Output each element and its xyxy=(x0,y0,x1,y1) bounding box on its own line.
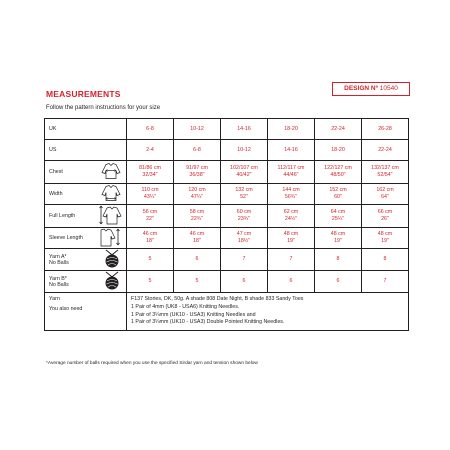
imperial-value: 60" xyxy=(334,194,342,200)
size-value: 18-20 xyxy=(284,125,298,132)
imperial-value: 25¼" xyxy=(331,216,345,222)
imperial-value: 44/46" xyxy=(283,172,299,178)
size-value: 5 xyxy=(148,278,152,285)
imperial-value: 43¼" xyxy=(143,194,157,200)
size-value: 2-4 xyxy=(146,146,154,153)
size-value-cell xyxy=(221,205,268,228)
metric-value: 112/117 cm xyxy=(277,165,305,172)
row-label: Yarn A* xyxy=(49,253,67,260)
size-value-cell xyxy=(174,271,221,293)
imperial-value: 47¼" xyxy=(190,194,204,200)
subtitle: Follow the pattern instructions for your size xyxy=(46,105,161,111)
row-label-cell xyxy=(45,249,127,271)
size-value-cell xyxy=(315,249,362,271)
table-row xyxy=(45,161,409,184)
metric-value: 48 cm xyxy=(330,231,346,238)
imperial-value: 64" xyxy=(381,194,389,200)
size-value: 6-8 xyxy=(146,125,154,132)
size-value-cell xyxy=(362,184,409,205)
table-row xyxy=(45,228,409,249)
metric-value: 62 cm xyxy=(283,209,299,216)
width-measure-icon xyxy=(100,185,122,204)
size-value-cell xyxy=(221,140,268,161)
size-value-cell xyxy=(362,205,409,228)
size-value-cell xyxy=(315,271,362,293)
table-row xyxy=(45,249,409,271)
table-row xyxy=(45,140,409,161)
row-label-cell xyxy=(45,140,127,161)
metric-value: 56 cm xyxy=(142,209,158,216)
size-value-cell xyxy=(362,249,409,271)
size-value: 6-8 xyxy=(193,146,201,153)
size-value: 14-16 xyxy=(284,146,298,153)
you-also-need-label: You also need xyxy=(49,305,83,312)
size-value-cell xyxy=(362,271,409,293)
metric-value: 60 cm xyxy=(236,209,252,216)
yarn-ball-a-icon xyxy=(102,249,122,271)
size-value-cell xyxy=(221,161,268,184)
table-row xyxy=(45,271,409,293)
size-value-cell xyxy=(174,249,221,271)
size-value: 8 xyxy=(336,256,340,263)
metric-value: 144 cm xyxy=(282,187,300,194)
size-value-cell xyxy=(362,140,409,161)
size-value-cell xyxy=(127,271,174,293)
imperial-value: 18½" xyxy=(237,238,251,244)
imperial-value: 48/50" xyxy=(330,172,346,178)
metric-value: 91/97 cm xyxy=(186,165,208,172)
footnote: *Average number of balls required when you use the specified Sirdar yarn and tension shown below xyxy=(46,361,258,366)
size-value-cell xyxy=(127,228,174,249)
row-label: Sleeve Length xyxy=(49,235,83,241)
size-value-cell xyxy=(127,205,174,228)
metric-value: 102/107 cm xyxy=(230,165,258,172)
metric-value: 132/137 cm xyxy=(371,165,399,172)
row-label: US xyxy=(49,147,57,153)
metric-value: 47 cm xyxy=(236,231,252,238)
metric-value: 66 cm xyxy=(377,209,393,216)
imperial-value: 26" xyxy=(381,216,389,222)
metric-value: 46 cm xyxy=(142,231,158,238)
yarn-label-cell xyxy=(45,293,127,331)
size-value-cell xyxy=(221,249,268,271)
imperial-value: 24½" xyxy=(284,216,298,222)
imperial-value: 18" xyxy=(193,238,201,244)
row-label: UK xyxy=(49,126,57,132)
imperial-value: 19" xyxy=(381,238,389,244)
size-value: 22-24 xyxy=(331,125,345,132)
size-value: 26-28 xyxy=(378,125,392,132)
design-number-box xyxy=(332,82,410,96)
size-value: 18-20 xyxy=(331,146,345,153)
size-value-cell xyxy=(315,119,362,140)
row-label: Yarn B* xyxy=(49,275,67,282)
imperial-value: 36/38" xyxy=(189,172,205,178)
size-value: 10-12 xyxy=(237,146,251,153)
size-value-cell xyxy=(268,205,315,228)
size-value-cell xyxy=(315,161,362,184)
size-value: 6 xyxy=(242,278,246,285)
size-value-cell xyxy=(174,184,221,205)
yarn-detail-line: F137 Stories, DK, 50g. A shade 808 Date Night, B shade 833 Sandy Toes xyxy=(131,296,304,303)
size-value-cell xyxy=(268,184,315,205)
size-value: 5 xyxy=(195,278,199,285)
metric-value: 162 cm xyxy=(376,187,394,194)
size-value-cell xyxy=(174,119,221,140)
imperial-value: 52/54" xyxy=(377,172,393,178)
row-label-cell xyxy=(45,205,127,228)
metric-value: 122/127 cm xyxy=(324,165,352,172)
size-value: 6 xyxy=(195,256,199,263)
size-value-cell xyxy=(362,228,409,249)
size-value: 22-24 xyxy=(378,146,392,153)
yarn-ball-b-icon xyxy=(102,271,122,293)
size-value-cell xyxy=(221,228,268,249)
row-label-cell xyxy=(45,184,127,205)
imperial-value: 19" xyxy=(287,238,295,244)
size-value-cell xyxy=(127,140,174,161)
size-value: 7 xyxy=(289,256,293,263)
metric-value: 110 cm xyxy=(141,187,159,194)
imperial-value: 32/34" xyxy=(142,172,158,178)
imperial-value: 22" xyxy=(146,216,154,222)
length-measure-icon xyxy=(98,205,122,227)
table-row xyxy=(45,119,409,140)
size-value-cell xyxy=(174,161,221,184)
yarn-requirements-row xyxy=(45,293,409,331)
size-value-cell xyxy=(221,119,268,140)
row-label: Full Length xyxy=(49,213,76,219)
size-value-cell xyxy=(268,161,315,184)
size-value-cell xyxy=(174,205,221,228)
size-value-cell xyxy=(268,271,315,293)
row-label-cell xyxy=(45,119,127,140)
row-label: Width xyxy=(49,191,63,197)
imperial-value: 56¾" xyxy=(284,194,298,200)
size-value: 6 xyxy=(289,278,293,285)
size-value-cell xyxy=(268,249,315,271)
row-label-secondary: No Balls xyxy=(49,259,69,266)
size-value-cell xyxy=(315,184,362,205)
row-label-cell xyxy=(45,228,127,249)
metric-value: 81/86 cm xyxy=(139,165,161,172)
imperial-value: 18" xyxy=(146,238,154,244)
size-value-cell xyxy=(315,228,362,249)
imperial-value: 22¾" xyxy=(190,216,204,222)
size-value-cell xyxy=(362,119,409,140)
metric-value: 64 cm xyxy=(330,209,346,216)
metric-value: 46 cm xyxy=(189,231,205,238)
size-value: 10-12 xyxy=(190,125,204,132)
size-value-cell xyxy=(315,205,362,228)
size-value: 6 xyxy=(336,278,340,285)
size-value: 7 xyxy=(383,278,387,285)
chest-measure-icon xyxy=(100,163,122,182)
size-value-cell xyxy=(362,161,409,184)
size-value-cell xyxy=(127,249,174,271)
size-value-cell xyxy=(221,271,268,293)
metric-value: 48 cm xyxy=(283,231,299,238)
table-row xyxy=(45,184,409,205)
measurements-table xyxy=(44,118,409,331)
size-value-cell xyxy=(268,140,315,161)
table-row xyxy=(45,205,409,228)
row-label-cell xyxy=(45,161,127,184)
row-label-cell xyxy=(45,271,127,293)
size-value-cell xyxy=(268,119,315,140)
imperial-value: 52" xyxy=(240,194,248,200)
size-value-cell xyxy=(221,184,268,205)
design-number: 10540 xyxy=(379,85,398,92)
design-prefix: DESIGN Nº xyxy=(344,85,378,92)
size-value-cell xyxy=(127,161,174,184)
metric-value: 120 cm xyxy=(188,187,206,194)
yarn-detail-line: 1 Pair of 4mm (UK8 - USA6) Knitting Needles. xyxy=(131,303,240,310)
row-label-secondary: No Balls xyxy=(49,281,69,288)
metric-value: 132 cm xyxy=(235,187,253,194)
yarn-detail-line: 1 Pair of 3¼mm (UK10 - USA3) Knitting Needles and xyxy=(131,311,256,318)
yarn-detail-line: 1 Pair of 3¼mm (UK10 - USA3) Double Pointed Knitting Needles. xyxy=(131,319,285,326)
size-value: 8 xyxy=(383,256,387,263)
size-value: 5 xyxy=(148,256,152,263)
yarn-details-cell xyxy=(127,293,409,331)
size-value-cell xyxy=(315,140,362,161)
size-value-cell xyxy=(127,119,174,140)
size-value-cell xyxy=(127,184,174,205)
imperial-value: 23¾" xyxy=(237,216,251,222)
size-value-cell xyxy=(174,228,221,249)
metric-value: 152 cm xyxy=(329,187,347,194)
size-value-cell xyxy=(174,140,221,161)
imperial-value: 40/42" xyxy=(236,172,252,178)
row-label: Chest xyxy=(49,169,63,175)
sleeve-measure-icon xyxy=(98,227,122,249)
imperial-value: 19" xyxy=(334,238,342,244)
size-value: 14-16 xyxy=(237,125,251,132)
metric-value: 58 cm xyxy=(189,209,205,216)
size-value-cell xyxy=(268,228,315,249)
size-value: 7 xyxy=(242,256,246,263)
yarn-label: Yarn xyxy=(49,296,60,302)
metric-value: 48 cm xyxy=(377,231,393,238)
measurements-heading: MEASUREMENTS xyxy=(46,89,121,99)
